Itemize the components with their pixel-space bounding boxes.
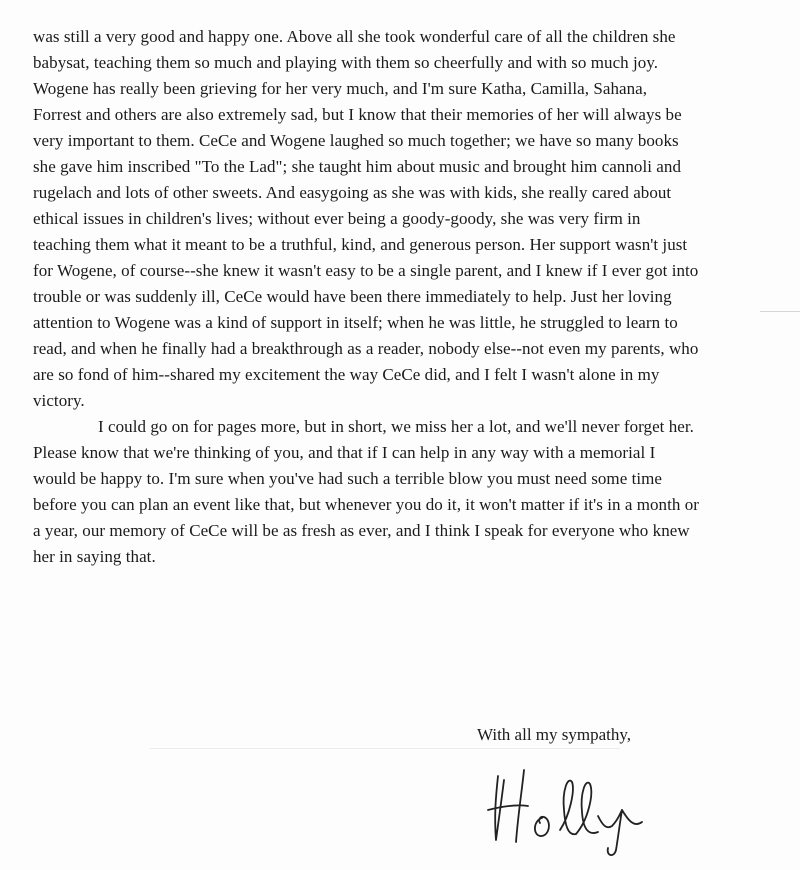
letter-line: would be happy to. I'm sure when you've had such a terrible blow you must need some time [33,469,662,488]
paragraph-start-line: I could go on for pages more, but in short, we miss her a lot, and we'll never forget her. [98,417,694,436]
letter-line: for Wogene, of course--she knew it wasn't easy to be a single parent, and I knew if I ever got into [33,261,699,280]
letter-line: victory. [33,391,85,410]
closing-line: With all my sympathy, [477,725,632,744]
letter-line: a year, our memory of CeCe will be as fresh as ever, and I think I speak for everyone who knew [33,521,690,540]
letter-line: before you can plan an event like that, but whenever you do it, it won't matter if it's in a month or [33,495,699,514]
letter-line: Forrest and others are also extremely sad, but I know that their memories of her will always be [33,105,682,124]
letter-line: rugelach and lots of other sweets. And easygoing as she was with kids, she really cared about [33,183,672,202]
letter-line: attention to Wogene was a kind of support in itself; when he was little, he struggled to learn to [33,313,678,332]
letter-line: was still a very good and happy one. Above all she took wonderful care of all the children she [33,27,676,46]
letter-line: babysat, teaching them so much and playing with them so cheerfully and with so much joy. [33,53,659,72]
letter-line: her in saying that. [33,547,156,566]
letter-line: very important to them. CeCe and Wogene laughed so much together; we have so many books [33,131,679,150]
letter-line: she gave him inscribed "To the Lad"; she taught him about music and brought him cannoli and [33,157,681,176]
handwritten-signature [480,760,680,860]
signature-drawing [480,760,680,860]
letter-line: Please know that we're thinking of you, and that if I can help in any way with a memorial I [33,443,656,462]
letter-line: Wogene has really been grieving for her very much, and I'm sure Katha, Camilla, Sahana, [33,79,648,98]
letter-line: ethical issues in children's lives; without ever being a goody-goody, she was very firm in [33,209,641,228]
letter-line: trouble or was suddenly ill, CeCe would have been there immediately to help. Just her loving [33,287,672,306]
letter-line: are so fond of him--shared my excitement the way CeCe did, and I felt I wasn't alone in my [33,365,660,384]
scan-artifact [150,748,620,749]
scan-artifact [760,311,800,312]
letter-line: read, and when he finally had a breakthrough as a reader, nobody else--not even my parents, who [33,339,699,358]
letter-body [33,24,793,570]
letter-line: teaching them what it meant to be a truthful, kind, and generous person. Her support wasn't just [33,235,688,254]
